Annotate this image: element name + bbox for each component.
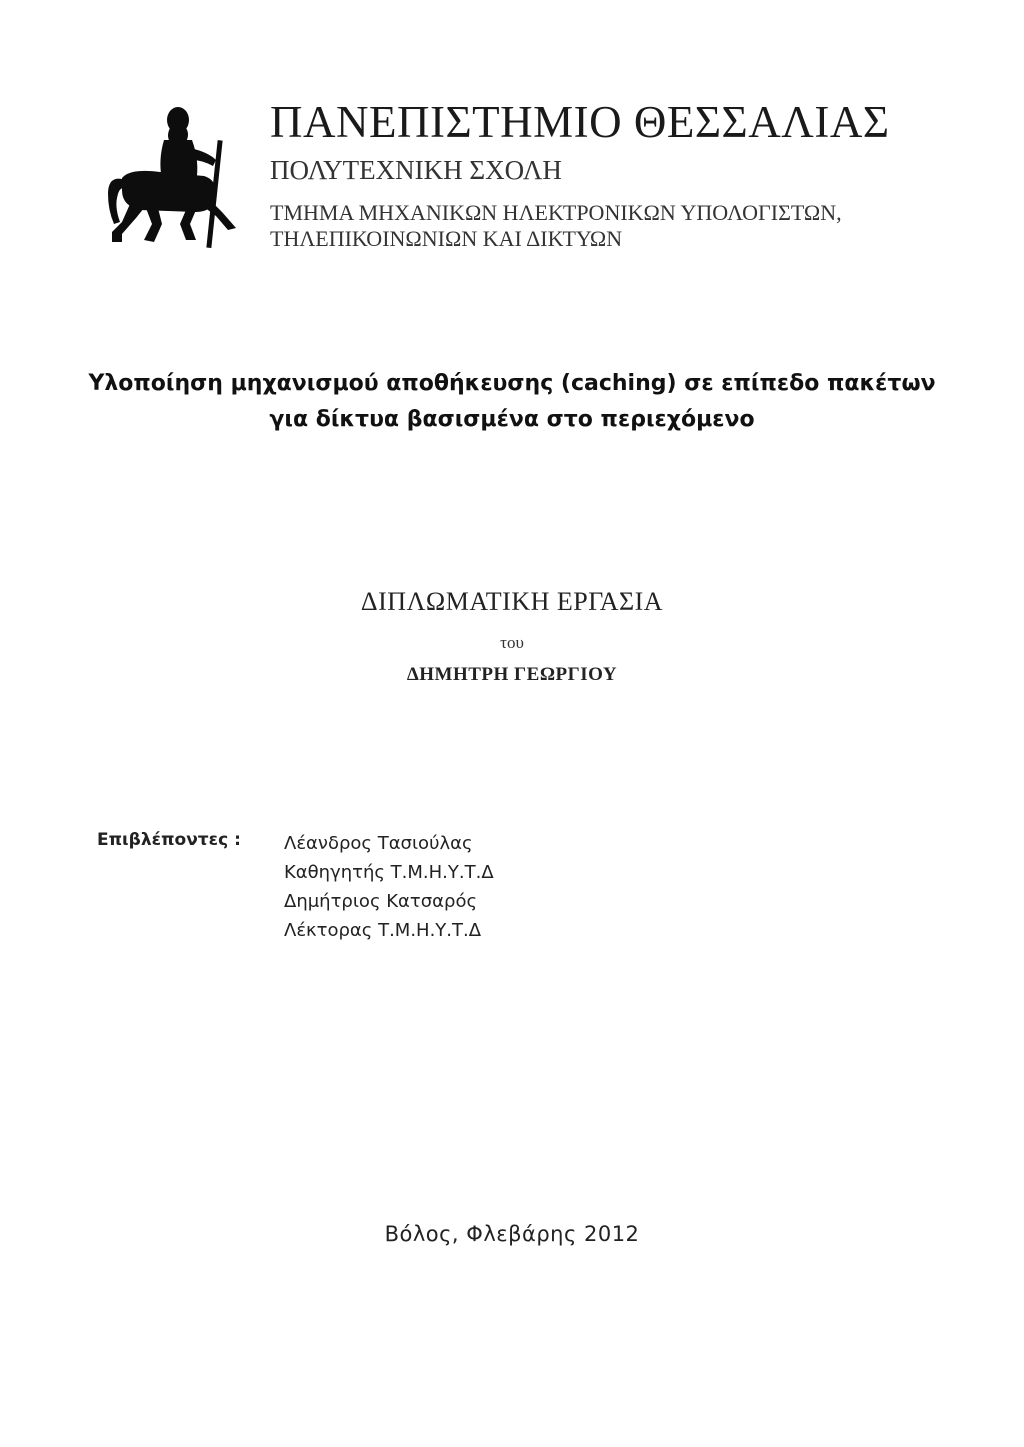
university-name: ΠΑΝΕΠΙΣΤΗΜΙΟ ΘΕΣΣΑΛΙΑΣ [270, 97, 890, 147]
supervisors-label: Επιβλέποντες : [97, 830, 241, 850]
supervisor-line: Καθηγητής Τ.Μ.Η.Υ.Τ.Δ [284, 862, 494, 883]
thesis-title-line: Υλοποίηση μηχανισμού αποθήκευσης (caching) σε επίπεδο πακέτων [88, 371, 936, 396]
department-line: ΤΜΗΜΑ ΜΗΧΑΝΙΚΩΝ ΗΛΕΚΤΡΟΝΙΚΩΝ ΥΠΟΛΟΓΙΣΤΩΝ, [270, 200, 842, 225]
school-name: ΠΟΛΥΤΕΧΝΙΚΗ ΣΧΟΛΗ [270, 155, 562, 185]
author-name: ΔΗΜΗΤΡΗ ΓΕΩΡΓΙΟΥ [406, 664, 618, 685]
thesis-type: ΔΙΠΛΩΜΑΤΙΚΗ ΕΡΓΑΣΙΑ [360, 587, 664, 616]
by-label: του [500, 633, 524, 652]
department-line: ΤΗΛΕΠΙΚΟΙΝΩΝΙΩΝ ΚΑΙ ΔΙΚΤΥΩΝ [270, 226, 623, 251]
place-date: Βόλος, Φλεβάρης 2012 [384, 1222, 640, 1246]
centaur-logo-icon [100, 100, 260, 250]
supervisors-list [284, 829, 494, 945]
supervisor-line: Λέκτορας Τ.Μ.Η.Υ.Τ.Δ [284, 920, 482, 941]
thesis-title-line: για δίκτυα βασισμένα στο περιεχόμενο [269, 407, 755, 432]
supervisor-line: Δημήτριος Κατσαρός [284, 891, 478, 912]
thesis-title [80, 366, 944, 438]
supervisor-line: Λέανδρος Τασιούλας [284, 833, 473, 854]
department-name [270, 200, 970, 252]
